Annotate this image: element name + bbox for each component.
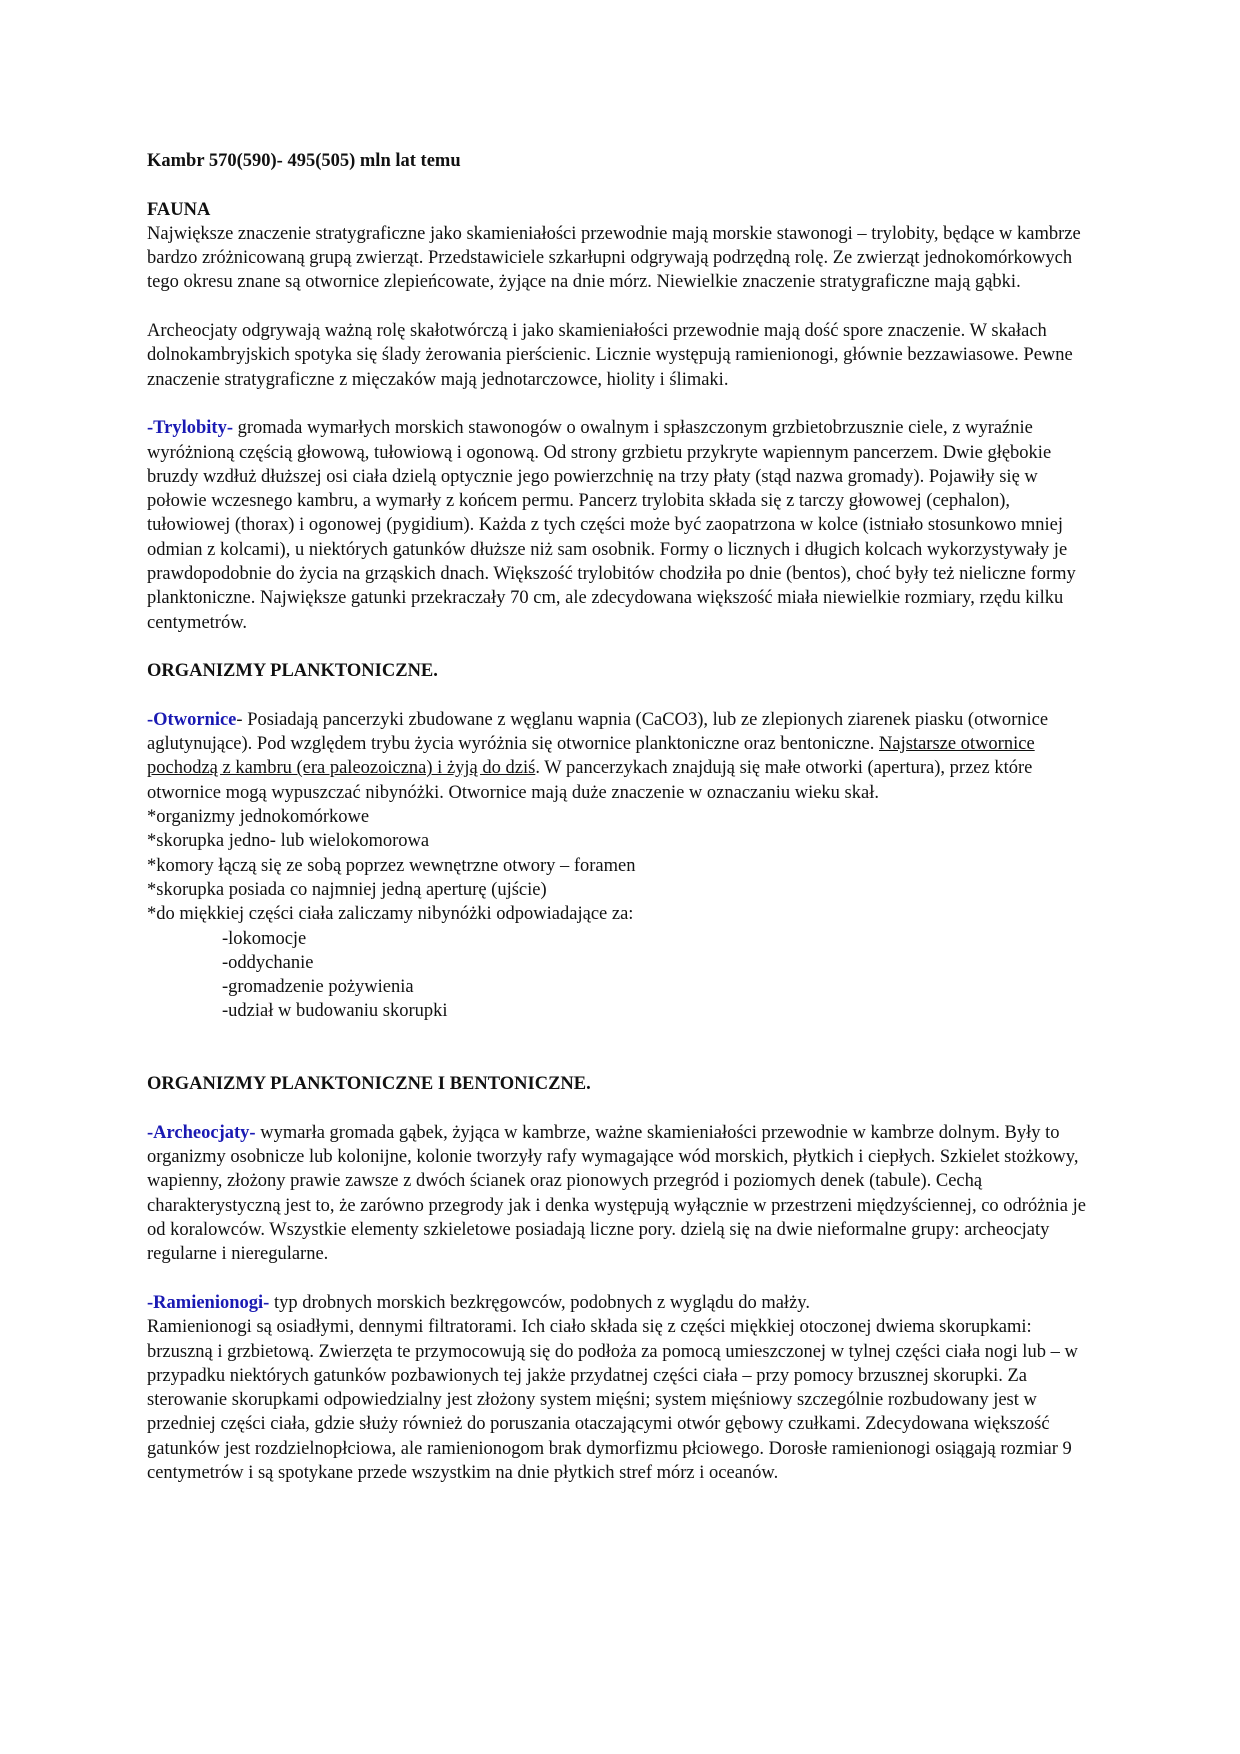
- spacer: [147, 1267, 1092, 1291]
- foraminifera-paragraph: [147, 708, 1092, 805]
- brachiopoda-intro: [147, 1291, 1092, 1315]
- foraminifera-text-2: . W pancerzykach znajdują się małe otworki (apertura), przez które otwornice mogą wypuszczać nibynóżki. Otwornice mają duże znaczenie w oznaczaniu wieku skał.: [147, 758, 1033, 803]
- sub-list-item: -oddychanie: [222, 952, 314, 973]
- foraminifera-underlined-text: Najstarsze otwornice pochodzą z kambru (era paleozoiczna) i żyją do dziś: [147, 734, 1035, 779]
- archaeocyatha-term: Archeocjaty-: [153, 1122, 256, 1143]
- trilobites-term: Trylobity-: [153, 418, 233, 439]
- spacer: [147, 173, 1092, 197]
- spacer: [147, 392, 1092, 416]
- spacer: [147, 1024, 1092, 1048]
- plankton-heading: ORGANIZMY PLANKTONICZNE.: [147, 661, 438, 682]
- plankton-benthos-heading: ORGANIZMY PLANKTONICZNE I BENTONICZNE.: [147, 1074, 591, 1095]
- document-page: [147, 149, 1092, 1485]
- spacer: [147, 635, 1092, 659]
- archaeocyatha-text: wymarła gromada gąbek, żyjąca w kambrze, ważne skamieniałości przewodnie w kambrze dolnym. Były to organizmy osobnicze lub kolonijne, kolonie tworzyły rafy wymagające wód morskich, płytkich i ciepłych. Szkielet stożkowy, wapienny, złożony prawie zawsze z dwóch ścianek oraz pionowych przegród i poziomych denek (tabule). Cechą charakterystyczną jest to, że zarówno przegrody jak i denka występują wyłącznie w przestrzeni międzyściennej, co odróżnia je od koralowców. Wszystkie elementy szkieletowe posiadają liczne pory. dzielą się na dwie nieformalne grupy: archeocjaty regularne i nieregularne.: [147, 1122, 1086, 1265]
- list-item: *organizmy jednokomórkowe: [147, 807, 370, 828]
- brachiopoda-dash: -: [147, 1292, 154, 1313]
- brachiopoda-term: Ramienionogi-: [153, 1292, 270, 1313]
- brachiopoda-paragraph: Ramienionogi są osiadłymi, dennymi filtratorami. Ich ciało składa się z części miękkiej otoczonej dwiema skorupkami: brzuszną i grzbietową. Zwierzęta te przymocowują się do podłoża za pomocą umieszczonej w tylnej części ciała nogi lub – w przypadku niektórych gatunków pozbawionych tej jakże przydatnej części ciała – przy pomocy brzusznej skorupki. Za sterowanie skorupkami odpowiedzialny jest złożony system mięśni; system mięśniowy szczególnie rozbudowany jest w przedniej części ciała, gdzie służy również do poruszania otaczającymi otwór gębowy czułkami. Zdecydowana większość gatunków jest rozdzielnopłciowa, ale ramienionogom brak dymorfizmu płciowego. Dorosłe ramienionogi osiągają rozmiar 9 centymetrów i są spotykane przede wszystkim na dnie płytkich stref mórz i oceanów.: [147, 1317, 1078, 1484]
- spacer: [147, 1097, 1092, 1121]
- trilobites-text: gromada wymarłych morskich stawonogów o owalnym i spłaszczonym grzbietobrzusznie ciele, z wyraźnie wyróżnioną częścią głowową, tułowiową i ogonową. Od strony grzbietu przykryte wapiennym pancerzem. Dwie głębokie bruzdy wzdłuż dłuższej osi ciała dzielą optycznie jego powierzchnię na trzy płaty (stąd nazwa gromady). Pojawiły się w połowie wczesnego kambru, a wymarły z końcem permu. Pancerz trylobita składa się z tarczy głowowej (cephalon), tułowiowej (thorax) i ogonowej (pygidium). Każda z tych części może być zaopatrzona w kolce (istniało stosunkowo mniej odmian z kolcami), u niektórych gatunków dłuższe niż sam osobnik. Formy o licznych i długich kolcach wykorzystywały je prawdopodobnie do życia na grząskich dnach. Większość trylobitów chodziła po dnie (bentos), choć były też nieliczne formy planktoniczne. Największe gatunki przekraczały 70 cm, ale zdecydowana większość miała niewielkie rozmiary, rzędu kilku centymetrów.: [147, 418, 1076, 633]
- archaeocyatha-paragraph: [147, 1121, 1092, 1267]
- sub-list-item: -udział w budowaniu skorupki: [222, 1001, 448, 1022]
- foraminifera-text-1: - Posiadają pancerzyki zbudowane z węglanu wapnia (CaCO3), lub ze zlepionych ziarenek piasku (otwornice aglutynujące). Pod względem trybu życia wyróżnia się otwornice planktoniczne oraz bentoniczne.: [147, 709, 1049, 755]
- list-item: *skorupka posiada co najmniej jedną aperturę (ujście): [147, 879, 547, 900]
- spacer: [147, 295, 1092, 319]
- archaeocyatha-dash: -: [147, 1122, 154, 1143]
- fauna-paragraph-2: Archeocjaty odgrywają ważną rolę skałotwórczą i jako skamieniałości przewodnie mają dość spore znaczenie. W skałach dolnokambryjskich spotyka się ślady żerowania pierścienic. Licznie występują ramienionogi, głównie bezzawiasowe. Pewne znaczenie stratygraficzne z mięczaków mają jednotarczowce, hiolity i ślimaki.: [147, 321, 1073, 390]
- document-title: Kambr 570(590)- 495(505) mln lat temu: [147, 151, 461, 171]
- foraminifera-term: Otwornice: [153, 709, 237, 730]
- sub-list-item: -gromadzenie pożywienia: [222, 977, 414, 998]
- list-item: *skorupka jedno- lub wielokomorowa: [147, 831, 430, 852]
- sub-list-item: -lokomocje: [222, 928, 307, 949]
- brachiopoda-text-1: typ drobnych morskich bezkręgowców, podobnych z wyglądu do małży.: [269, 1292, 810, 1313]
- fauna-heading: FAUNA: [147, 199, 211, 220]
- trilobites-paragraph: [147, 416, 1092, 635]
- spacer: [147, 1048, 1092, 1072]
- trilobites-dash: -: [147, 418, 154, 439]
- fauna-paragraph-1: Największe znaczenie stratygraficzne jako skamieniałości przewodnie mają morskie stawonogi – trylobity, będące w kambrze bardzo zróżnicowaną grupą zwierząt. Przedstawiciele szkarłupni odgrywają podrzędną rolę. Ze zwierząt jednokomórkowych tego okresu znane są otwornice zlepieńcowate, żyjące na dnie mórz. Niewielkie znaczenie stratygraficzne mają gąbki.: [147, 223, 1081, 293]
- spacer: [147, 684, 1092, 708]
- list-item: *komory łączą się ze sobą poprzez wewnętrzne otwory – foramen: [147, 855, 636, 876]
- foraminifera-dash: -: [147, 709, 154, 730]
- list-item: *do miękkiej części ciała zaliczamy nibynóżki odpowiadające za:: [147, 904, 634, 925]
